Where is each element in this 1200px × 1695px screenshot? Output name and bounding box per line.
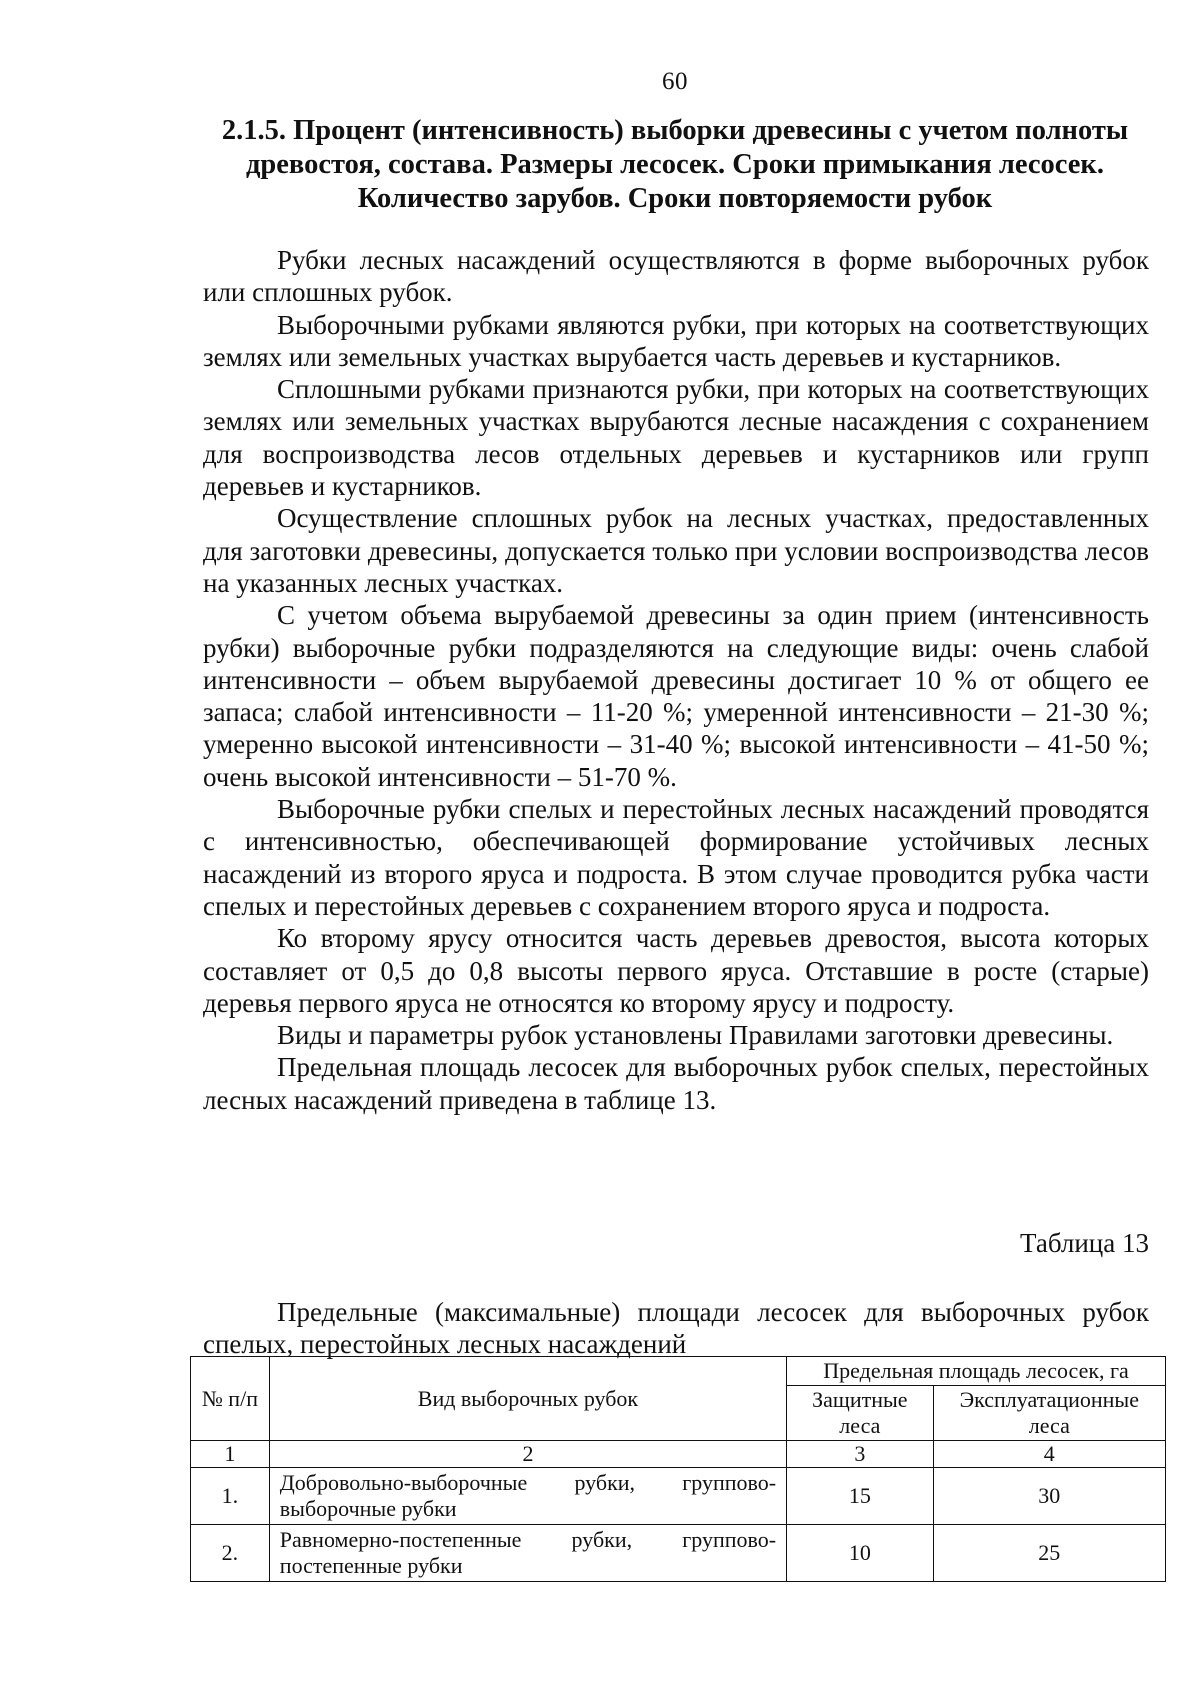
section-heading-line: Количество зарубов. Сроки повторяемости рубок xyxy=(357,183,993,214)
table-label: Таблица 13 xyxy=(1020,1228,1149,1258)
row-exploitation-area: 25 xyxy=(933,1525,1165,1582)
section-heading-line: 2.1.5. Процент (интенсивность) выборки древесины с учетом полноты xyxy=(221,115,1129,146)
body-text xyxy=(203,244,1149,1116)
header-exploitation: Эксплуатационные леса xyxy=(933,1386,1165,1441)
row-kind: Равномерно-постепенные рубки, группово-постепенные рубки xyxy=(269,1525,786,1582)
cutting-area-table xyxy=(190,1356,1166,1582)
paragraph: С учетом объема вырубаемой древесины за один прием (интенсивность рубки) выборочные рубки подразделяются на следующие виды: очень слабой интенсивности – объем вырубаемой древесины достигает 10 % от общего ее запаса; слабой интенсивности – 11-20 %; умеренной интенсивности – 21-30 %; умеренно высокой интенсивности – 31-40 %; высокой интенсивности – 41-50 %; очень высокой интенсивности – 51-70 %. xyxy=(203,600,1149,792)
header-area-group: Предельная площадь лесосек, га xyxy=(787,1357,1166,1386)
paragraph: Осуществление сплошных рубок на лесных участках, предоставленных для заготовки древесины, допускается только при условии воспроизводства лесов на указанных лесных участках. xyxy=(203,503,1149,598)
table-row xyxy=(191,1468,1166,1525)
row-number: 1. xyxy=(191,1468,270,1525)
header-protective: Защитные леса xyxy=(787,1386,934,1441)
row-exploitation-area: 30 xyxy=(933,1468,1165,1525)
index-cell: 3 xyxy=(787,1441,934,1468)
table-title: Предельные (максимальные) площади лесосек для выборочных рубок спелых, перестойных лесных насаждений xyxy=(203,1297,1149,1359)
table-row xyxy=(191,1525,1166,1582)
header-kind: Вид выборочных рубок xyxy=(269,1357,786,1441)
paragraph: Выборочные рубки спелых и перестойных лесных насаждений проводятся с интенсивностью, обеспечивающей формирование устойчивых лесных насаждений из второго яруса и подроста. В этом случае проводится рубка части спелых и перестойных деревьев с сохранением второго яруса и подроста. xyxy=(203,794,1149,921)
page-number: 60 xyxy=(662,68,688,95)
index-cell: 4 xyxy=(933,1441,1165,1468)
paragraph: Ко второму ярусу относится часть деревьев древостоя, высота которых составляет от 0,5 до 0,8 высоты первого яруса. Отставшие в росте (старые) деревья первого яруса не относятся ко второму ярусу и подросту. xyxy=(203,923,1149,1018)
row-kind: Добровольно-выборочные рубки, группово-выборочные рубки xyxy=(269,1468,786,1525)
table-header-row xyxy=(191,1357,1166,1386)
paragraph: Виды и параметры рубок установлены Правилами заготовки древесины. xyxy=(277,1020,1114,1051)
header-number: № п/п xyxy=(191,1357,270,1441)
row-protective-area: 10 xyxy=(787,1525,934,1582)
row-protective-area: 15 xyxy=(787,1468,934,1525)
index-cell: 1 xyxy=(191,1441,270,1468)
section-heading xyxy=(200,114,1150,216)
index-cell: 2 xyxy=(269,1441,786,1468)
row-number: 2. xyxy=(191,1525,270,1582)
paragraph: Рубки лесных насаждений осуществляются в форме выборочных рубок или сплошных рубок. xyxy=(203,245,1149,308)
paragraph: Выборочными рубками являются рубки, при которых на соответствующих землях или земельных участках вырубается часть деревьев и кустарников. xyxy=(203,309,1149,372)
section-heading-line: древостоя, состава. Размеры лесосек. Сроки примыкания лесосек. xyxy=(246,149,1104,180)
table-index-row xyxy=(191,1441,1166,1468)
paragraph: Предельная площадь лесосек для выборочных рубок спелых, перестойных лесных насаждений приведена в таблице 13. xyxy=(203,1052,1149,1115)
paragraph: Сплошными рубками признаются рубки, при которых на соответствующих землях или земельных участках вырубаются лесные насаждения с сохранением для воспроизводства лесов отдельных деревьев и кустарников или групп деревьев и кустарников. xyxy=(203,374,1149,502)
